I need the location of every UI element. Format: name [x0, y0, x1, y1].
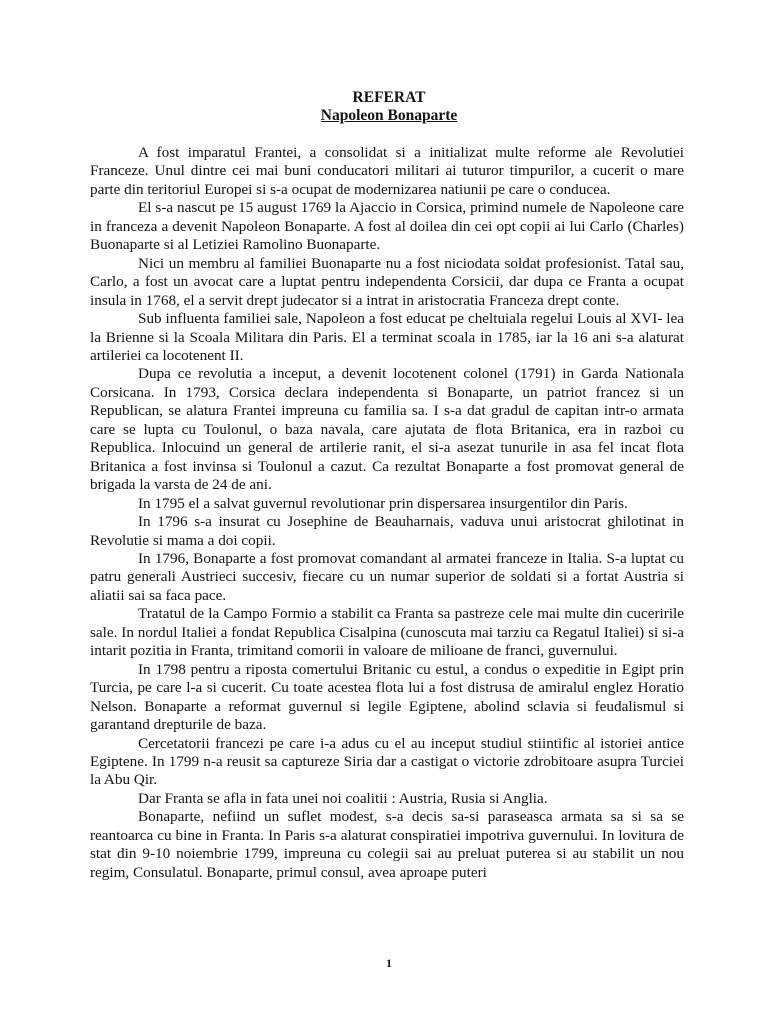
document-title: REFERAT [352, 89, 426, 106]
page-number: 1 [386, 956, 392, 970]
paragraph: Nici un membru al familiei Buonaparte nu a fost niciodata soldat profesionist. Tatal sau, Carlo, a fost un avocat care a luptat pentru independenta Corsicii, dar dupa ce Franta a ocupat insula in 1768, el a servit drept judecator si a intrat in aristocratia Franceza drept conte. [90, 254, 684, 309]
paragraph: Dar Franta se afla in fata unei noi coalitii : Austria, Rusia si Anglia. [138, 789, 548, 807]
paragraph: In 1795 el a salvat guvernul revolutionar prin dispersarea insurgentilor din Paris. [138, 494, 628, 512]
paragraph: Bonaparte, nefiind un suflet modest, s-a decis sa-si paraseasca armata sa si sa se reantoarca cu bine in Franta. In Paris s-a alaturat conspiratiei impotriva guvernului. In lovitura de stat din 9-10 noiembrie 1799, impreuna cu colegii sai au preluat puterea si au stabilit un nou regim, Consulatul. Bonaparte, primul consul, avea aproape puteri [90, 808, 684, 881]
paragraph: In 1796 s-a insurat cu Josephine de Beauharnais, vaduva unui aristocrat ghilotinat in Revolutie si mama a doi copii. [90, 513, 684, 549]
paragraph: Sub influenta familiei sale, Napoleon a fost educat pe cheltuiala regelui Louis al XVI- lea la Brienne si la Scoala Militara din Paris. El a terminat scoala in 1785, iar la 16 ani s-a alaturat artileriei ca locotenent II. [90, 310, 684, 364]
paragraph: A fost imparatul Frantei, a consolidat si a initializat multe reforme ale Revolutiei Franceze. Unul dintre cei mai buni conducatori militari ai tuturor timpurilor, a cucerit o mare parte din teritoriul Europei si s-a ocupat de modernizarea natiunii pe care o conducea. [90, 144, 684, 198]
paragraph: El s-a nascut pe 15 august 1769 la Ajaccio in Corsica, primind numele de Napoleone care in franceza a devenit Napoleon Bonaparte. A fost al doilea din cei opt copii ai lui Carlo (Charles) Buonaparte si al Letiziei Ramolino Buonaparte. [90, 199, 684, 254]
document-body [90, 144, 684, 882]
paragraph: In 1796, Bonaparte a fost promovat comandant al armatei franceze in Italia. S-a luptat cu patru generali Austrieci succesiv, fiecare cu un numar superior de soldati si a fortat Austria si aliatii sai sa faca pace. [90, 549, 684, 604]
paragraph: In 1798 pentru a riposta comertului Britanic cu estul, a condus o expeditie in Egipt prin Turcia, pe care l-a si cucerit. Cu toate acestea flota lui a fost distrusa de amiralul englez Horatio Nelson. Bonaparte a reformat guvernul si legile Egiptene, abolind sclavia si feudalismul si garantand drepturile de baza. [90, 660, 684, 734]
paragraph: Tratatul de la Campo Formio a stabilit ca Franta sa pastreze cele mai multe din cuceririle sale. In nordul Italiei a fondat Republica Cisalpina (cunoscuta mai tarziu ca Regatul Italiei) si si-a intarit pozitia in Franta, trimitand comorii in valoare de milioane de franci, guvernului. [90, 605, 684, 660]
paragraph: Cercetatorii francezi pe care i-a adus cu el au inceput studiul stiintific al istoriei antice Egiptene. In 1799 n-a reusit sa captureze Siria dar a castigat o victorie zdrobitoare asupra Turciei la Abu Qir. [90, 734, 684, 789]
document-subtitle: Napoleon Bonaparte [320, 107, 458, 124]
paragraph: Dupa ce revolutia a inceput, a devenit locotenent colonel (1791) in Garda Nationala Corsicana. In 1793, Corsica declara independenta si Bonaparte, un patriot francez si un Republican, se alatura Frantei impreuna cu familia sa. I s-a dat gradul de capitan intr-o armata care se lupta cu Toulonul, o baza navala, care ajutata de flota Britanica, era in razboi cu Republica. Inlocuind un general de artilerie ranit, el si-a asezat tunurile in asa fel incat flota Britanica a fost invinsa si Toulonul a cazut. Ca rezultat Bonaparte a fost promovat general de brigada la varsta de 24 de ani. [90, 365, 684, 494]
